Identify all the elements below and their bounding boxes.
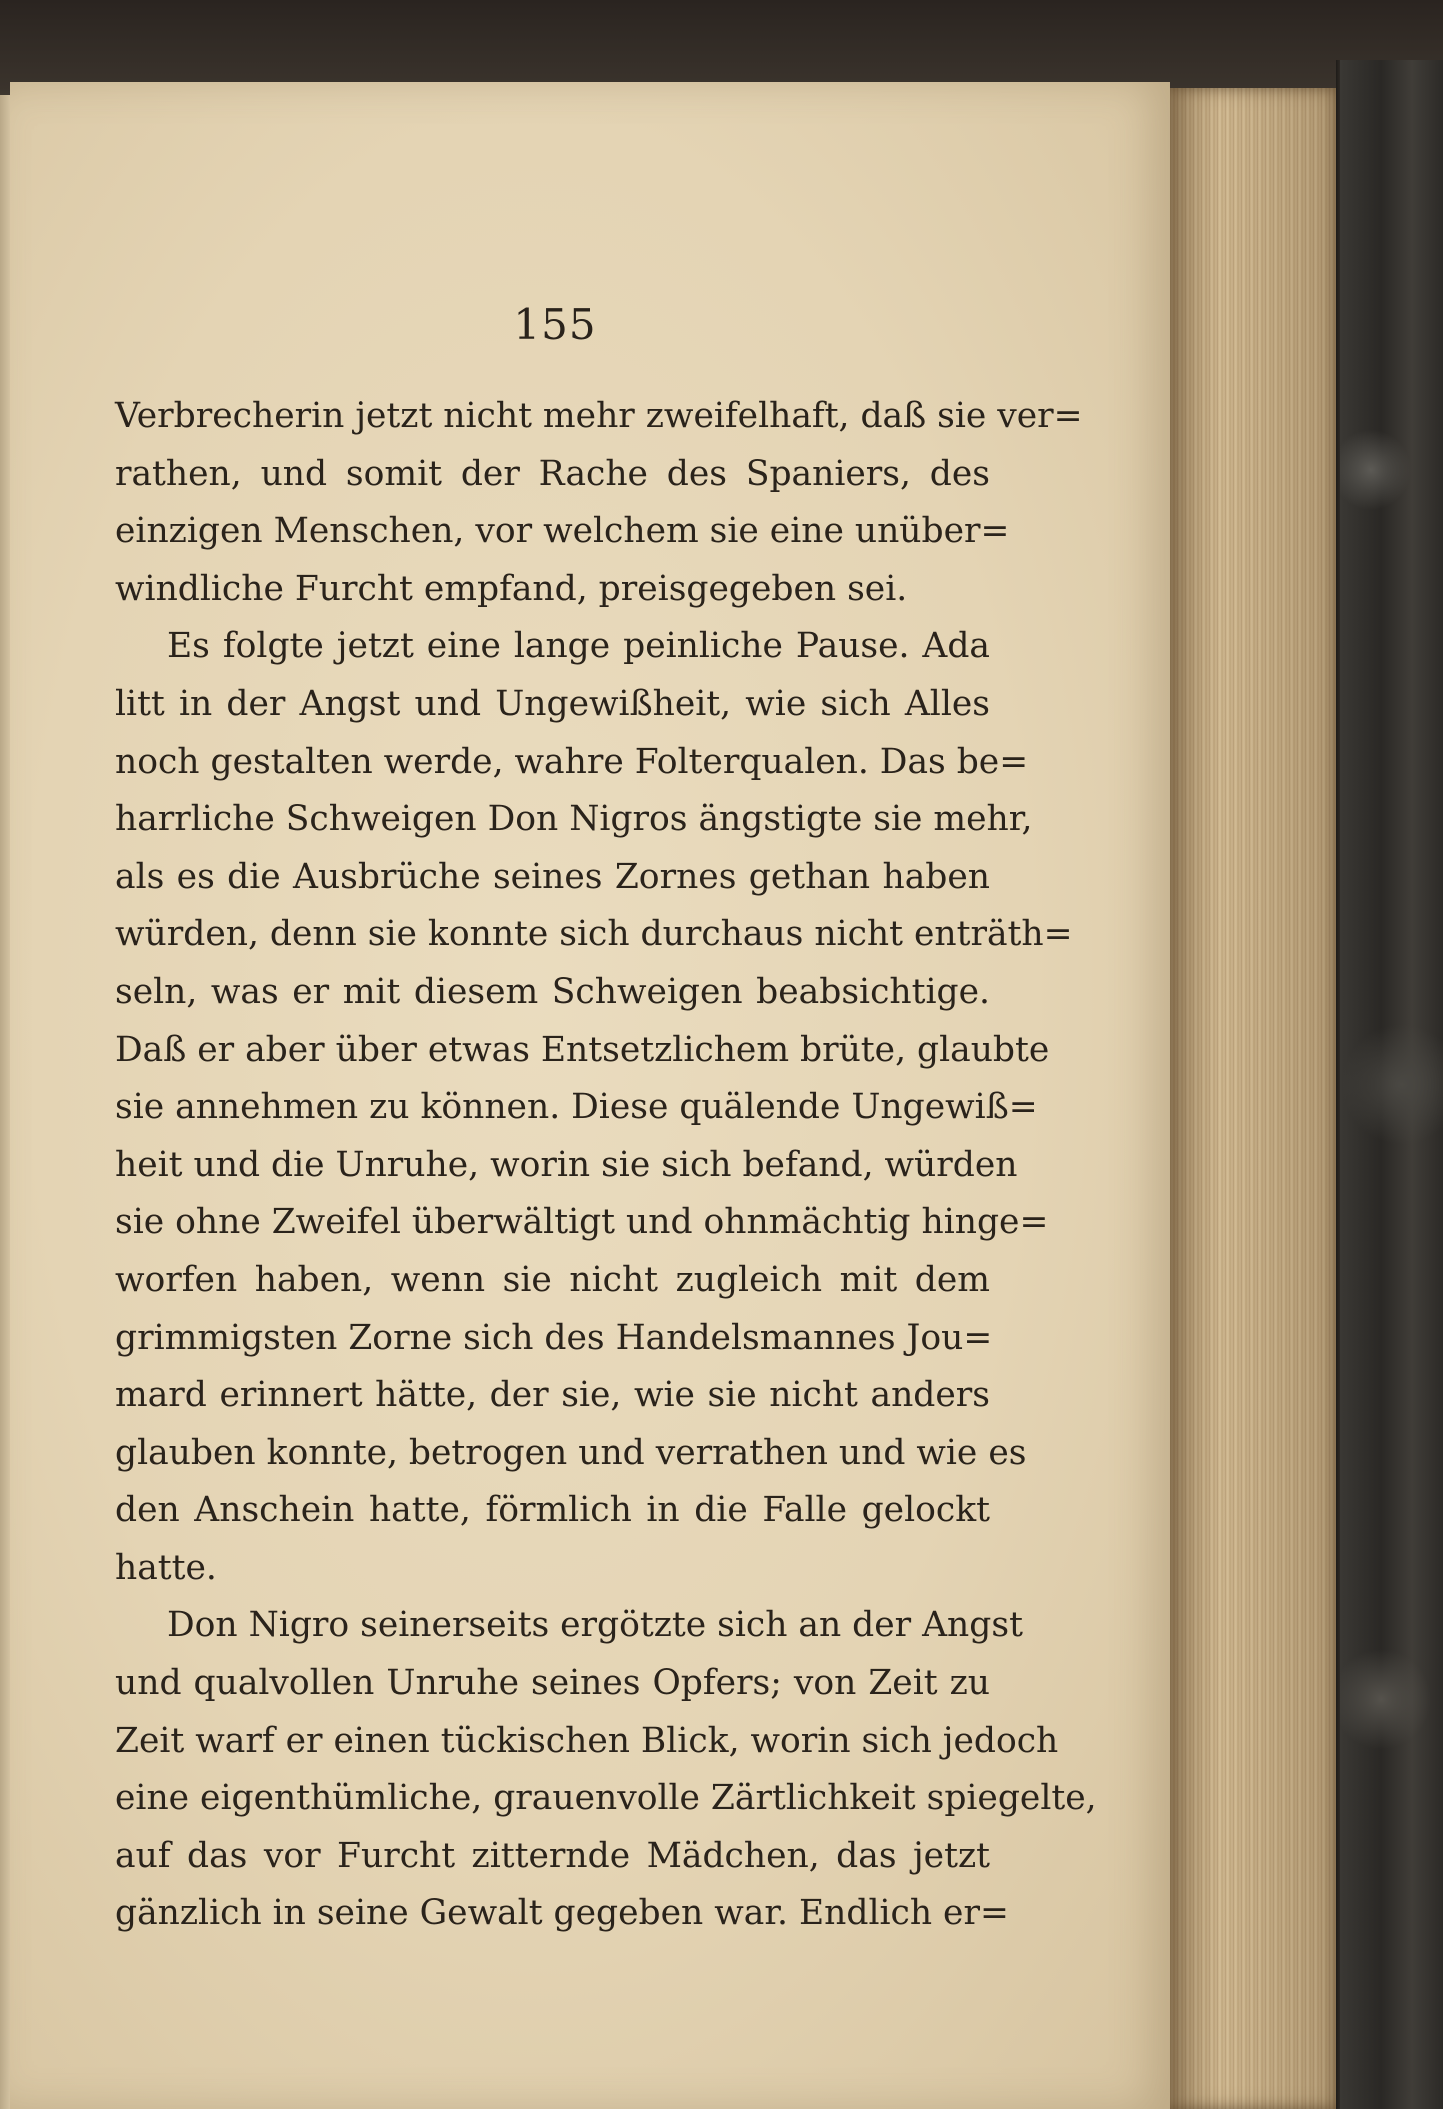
page-text (115, 388, 1097, 1943)
text-line: Es folgte jetzt eine lange peinliche Pause. Ada (167, 626, 990, 667)
text-line: den Anschein hatte, förmlich in die Falle gelockt (115, 1490, 990, 1531)
text-line: auf das vor Furcht zitternde Mädchen, das jetzt (115, 1835, 990, 1876)
text-line: harrliche Schweigen Don Nigros ängstigte sie mehr, (115, 799, 1033, 840)
book-page (10, 82, 1170, 2109)
text-line: einzigen Menschen, vor welchem sie eine unüber= (115, 511, 1010, 552)
text-line: seln, was er mit diesem Schweigen beabsichtige. (115, 971, 990, 1012)
text-line: litt in der Angst und Ungewißheit, wie sich Alles (115, 683, 990, 724)
text-line: eine eigenthümliche, grauenvolle Zärtlichkeit spiegelte, (115, 1778, 1097, 1819)
text-line: noch gestalten werde, wahre Folterqualen. Das be= (115, 741, 1029, 782)
page-stack-shade (1170, 88, 1340, 2109)
text-line: Don Nigro seinerseits ergötzte sich an der Angst (167, 1605, 1023, 1646)
text-line: als es die Ausbrüche seines Zornes gethan haben (115, 856, 990, 897)
text-line: glauben konnte, betrogen und verrathen und wie es (115, 1432, 1027, 1473)
text-line: sie annehmen zu können. Diese quälende Ungewiß= (115, 1087, 1038, 1128)
text-line: Zeit warf er einen tückischen Blick, worin sich jedoch (115, 1720, 1059, 1761)
text-line: rathen, und somit der Rache des Spaniers, des (115, 453, 990, 494)
text-line: und qualvollen Unruhe seines Opfers; von Zeit zu (115, 1663, 990, 1704)
text-line: mard erinnert hätte, der sie, wie sie nicht anders (115, 1375, 990, 1416)
page-number: 155 (513, 300, 597, 349)
text-line: windliche Furcht empfand, preisgegeben sei. (115, 568, 908, 609)
text-line: Daß er aber über etwas Entsetzlichem brüte, glaubte (115, 1029, 1050, 1070)
text-line: heit und die Unruhe, worin sie sich befand, würden (115, 1144, 1018, 1185)
text-line: worfen haben, wenn sie nicht zugleich mit dem (115, 1259, 990, 1300)
text-line: hatte. (115, 1547, 217, 1588)
text-line: würden, denn sie konnte sich durchaus nicht enträth= (115, 914, 1073, 955)
text-line: Verbrecherin jetzt nicht mehr zweifelhaft, daß sie ver= (115, 396, 1083, 436)
text-line: gänzlich in seine Gewalt gegeben war. Endlich er= (115, 1893, 1009, 1934)
text-line: grimmigsten Zorne sich des Handelsmannes Jou= (115, 1317, 993, 1358)
text-line: sie ohne Zweifel überwältigt und ohnmächtig hinge= (115, 1202, 1049, 1243)
book-cover (1340, 60, 1443, 2109)
